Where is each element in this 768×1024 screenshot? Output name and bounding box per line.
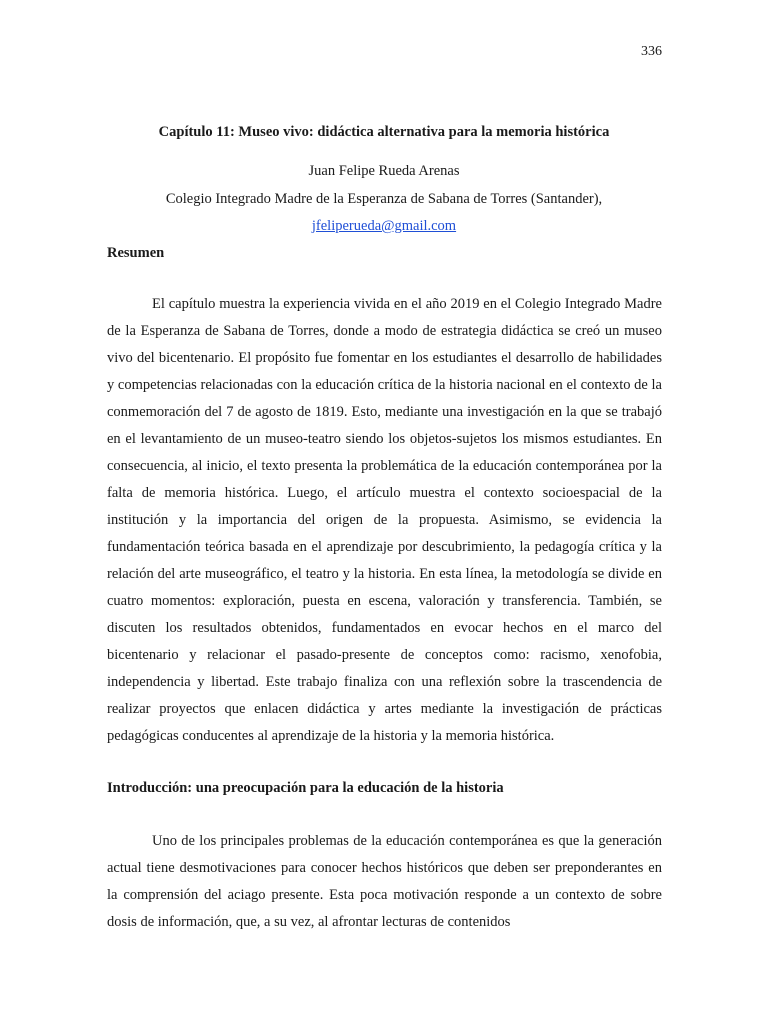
author-name: Juan Felipe Rueda Arenas bbox=[308, 163, 460, 179]
chapter-title: Capítulo 11: Museo vivo: didáctica alternativa para la memoria histórica bbox=[158, 124, 610, 140]
page-number: 336 bbox=[641, 44, 662, 59]
introduction-paragraph: Uno de los principales problemas de la educación contemporánea es que la generación actual tiene desmotivaciones para conocer hechos históricos que deben ser preponderantes en la comprensión del aciago presente. Esta poca motivación responde a un contexto de sobre dosis de información, que, a su vez, al afrontar lecturas de contenidos bbox=[107, 833, 662, 930]
introduction-heading: Introducción: una preocupación para la educación de la historia bbox=[107, 780, 504, 796]
author-institution: Colegio Integrado Madre de la Esperanza de Sabana de Torres (Santander), bbox=[165, 191, 603, 207]
abstract-heading: Resumen bbox=[107, 245, 165, 261]
abstract-paragraph: El capítulo muestra la experiencia vivida en el año 2019 en el Colegio Integrado Madre de la Esperanza de Sabana de Torres, donde a modo de estrategia didáctica se creó un museo vivo del bicentenario. El propósito fue fomentar en los estudiantes el desarrollo de habilidades y competencias relacionadas con la educación crítica de la historia nacional en el contexto de la conmemoración del 7 de agosto de 1819. Esto, mediante una investigación en la que se trabajó en el levantamiento de un museo-teatro siendo los objetos-sujetos los mismos estudiantes. En consecuencia, al inicio, el texto presenta la problemática de la educación contemporánea por la falta de memoria histórica. Luego, el artículo muestra el contexto socioespacial de la institución y la importancia del origen de la propuesta. Asimismo, se evidencia la fundamentación teórica basada en el aprendizaje por descubrimiento, la pedagogía crítica y la relación del arte museográfico, el teatro y la historia. En esta línea, la metodología se divide en cuatro momentos: exploración, puesta en escena, valoración y transferencia. También, se discuten los resultados obtenidos, fundamentados en evocar hechos en el marco del bicentenario y relacionar el pasado-presente de conceptos como: racismo, xenofobia, independencia y libertad. Este trabajo finaliza con una reflexión sobre la trascendencia de realizar proyectos que enlacen didáctica y artes mediante la investigación de prácticas pedagógicas conducentes al aprendizaje de la historia y la memoria histórica. bbox=[107, 296, 662, 744]
author-email-link[interactable]: jfeliperueda@gmail.com bbox=[311, 218, 457, 234]
